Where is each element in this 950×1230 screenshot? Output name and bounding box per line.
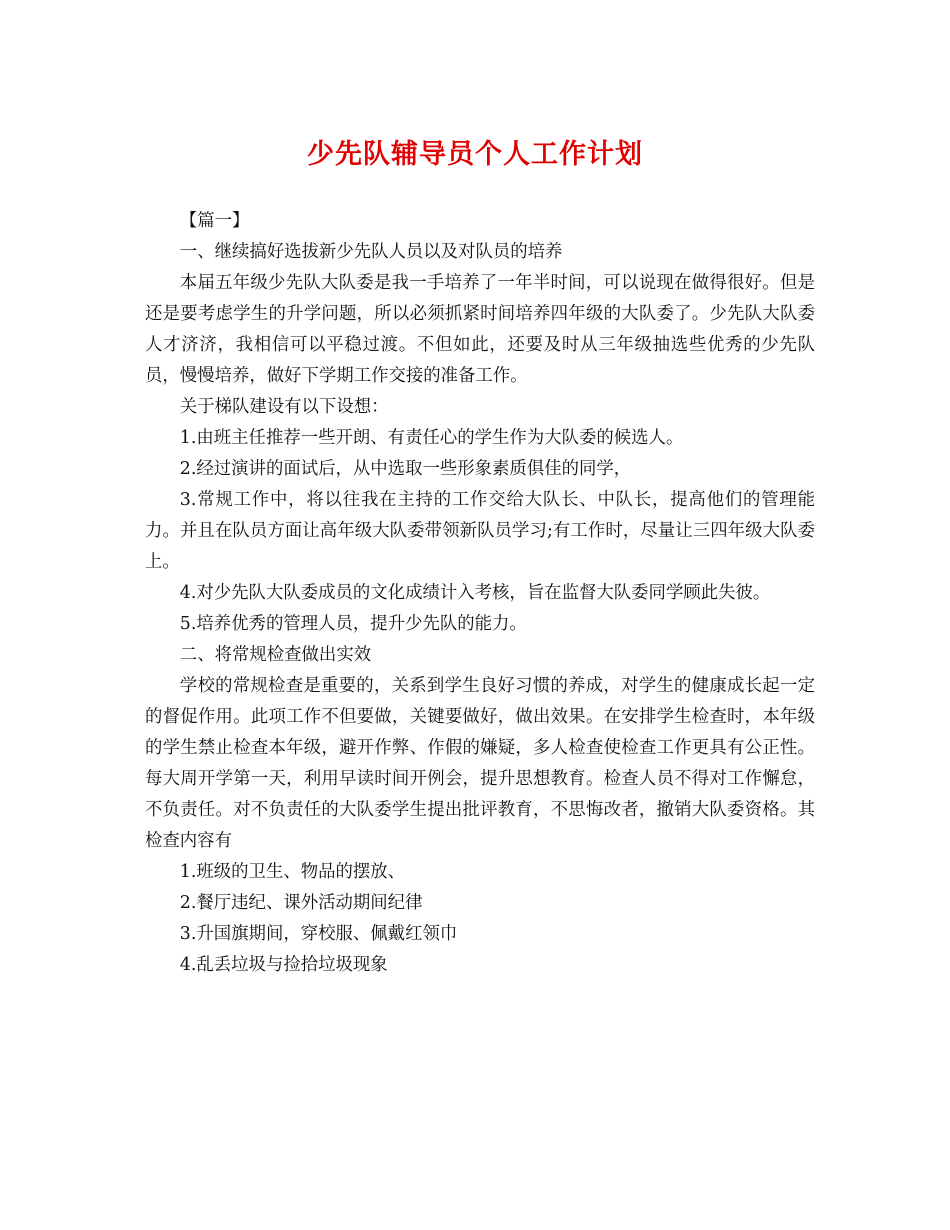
list-item: 4.乱丢垃圾与捡拾垃圾现象: [179, 955, 388, 975]
section-label: 【篇一】: [179, 211, 250, 231]
section-heading: 一、继续搞好选拔新少先队人员以及对队员的培养: [179, 242, 563, 262]
section-heading: 二、将常规检查做出实效: [179, 645, 372, 665]
paragraph: 学校的常规检查是重要的，关系到学生良好习惯的养成，对学生的健康成长起一定的督促作用。此项工作不但要做，关键要做好，做出效果。在安排学生检查时，本年级的学生禁止检查本年级，避开作弊、作假的嫌疑，多人检查使检查工作更具有公正性。每大周开学第一天，利用早读时间开例会，提升思想教育。检查人员不得对工作懈怠，不负责任。对不负责任的大队委学生提出批评教育，不思悔改者，撤销大队委资格。其检查内容有: [145, 676, 815, 851]
paragraph: 本届五年级少先队大队委是我一手培养了一年半时间，可以说现在做得很好。但是还是要考虑学生的升学问题，所以必须抓紧时间培养四年级的大队委了。少先队大队委人才济济，我相信可以平稳过渡。不但如此，还要及时从三年级抽选些优秀的少先队员，慢慢培养，做好下学期工作交接的准备工作。: [145, 273, 815, 386]
list-item: 3.升国旗期间，穿校服、佩戴红领巾: [179, 924, 458, 944]
list-item: 1.由班主任推荐一些开朗、有责任心的学生作为大队委的候选人。: [179, 428, 684, 448]
list-item: 4.对少先队大队委成员的文化成绩计入考核，旨在监督大队委同学顾此失彼。: [179, 583, 771, 603]
list-item: 2.经过演讲的面试后，从中选取一些形象素质俱佳的同学，: [179, 459, 632, 479]
list-item: 1.班级的卫生、物品的摆放、: [179, 862, 406, 882]
list-item: 2.餐厅违纪、课外活动期间纪律: [179, 893, 423, 913]
paragraph: 关于梯队建设有以下设想：: [179, 397, 389, 417]
list-item: 3.常规工作中，将以往我在主持的工作交给大队长、中队长，提高他们的管理能力。并且在队员方面让高年级大队委带领新队员学习;有工作时，尽量让三四年级大队委上。: [145, 490, 815, 572]
document-body: [145, 206, 815, 981]
document-title: 少先队辅导员个人工作计划: [307, 139, 643, 170]
list-item: 5.培养优秀的管理人员，提升少先队的能力。: [179, 614, 527, 634]
